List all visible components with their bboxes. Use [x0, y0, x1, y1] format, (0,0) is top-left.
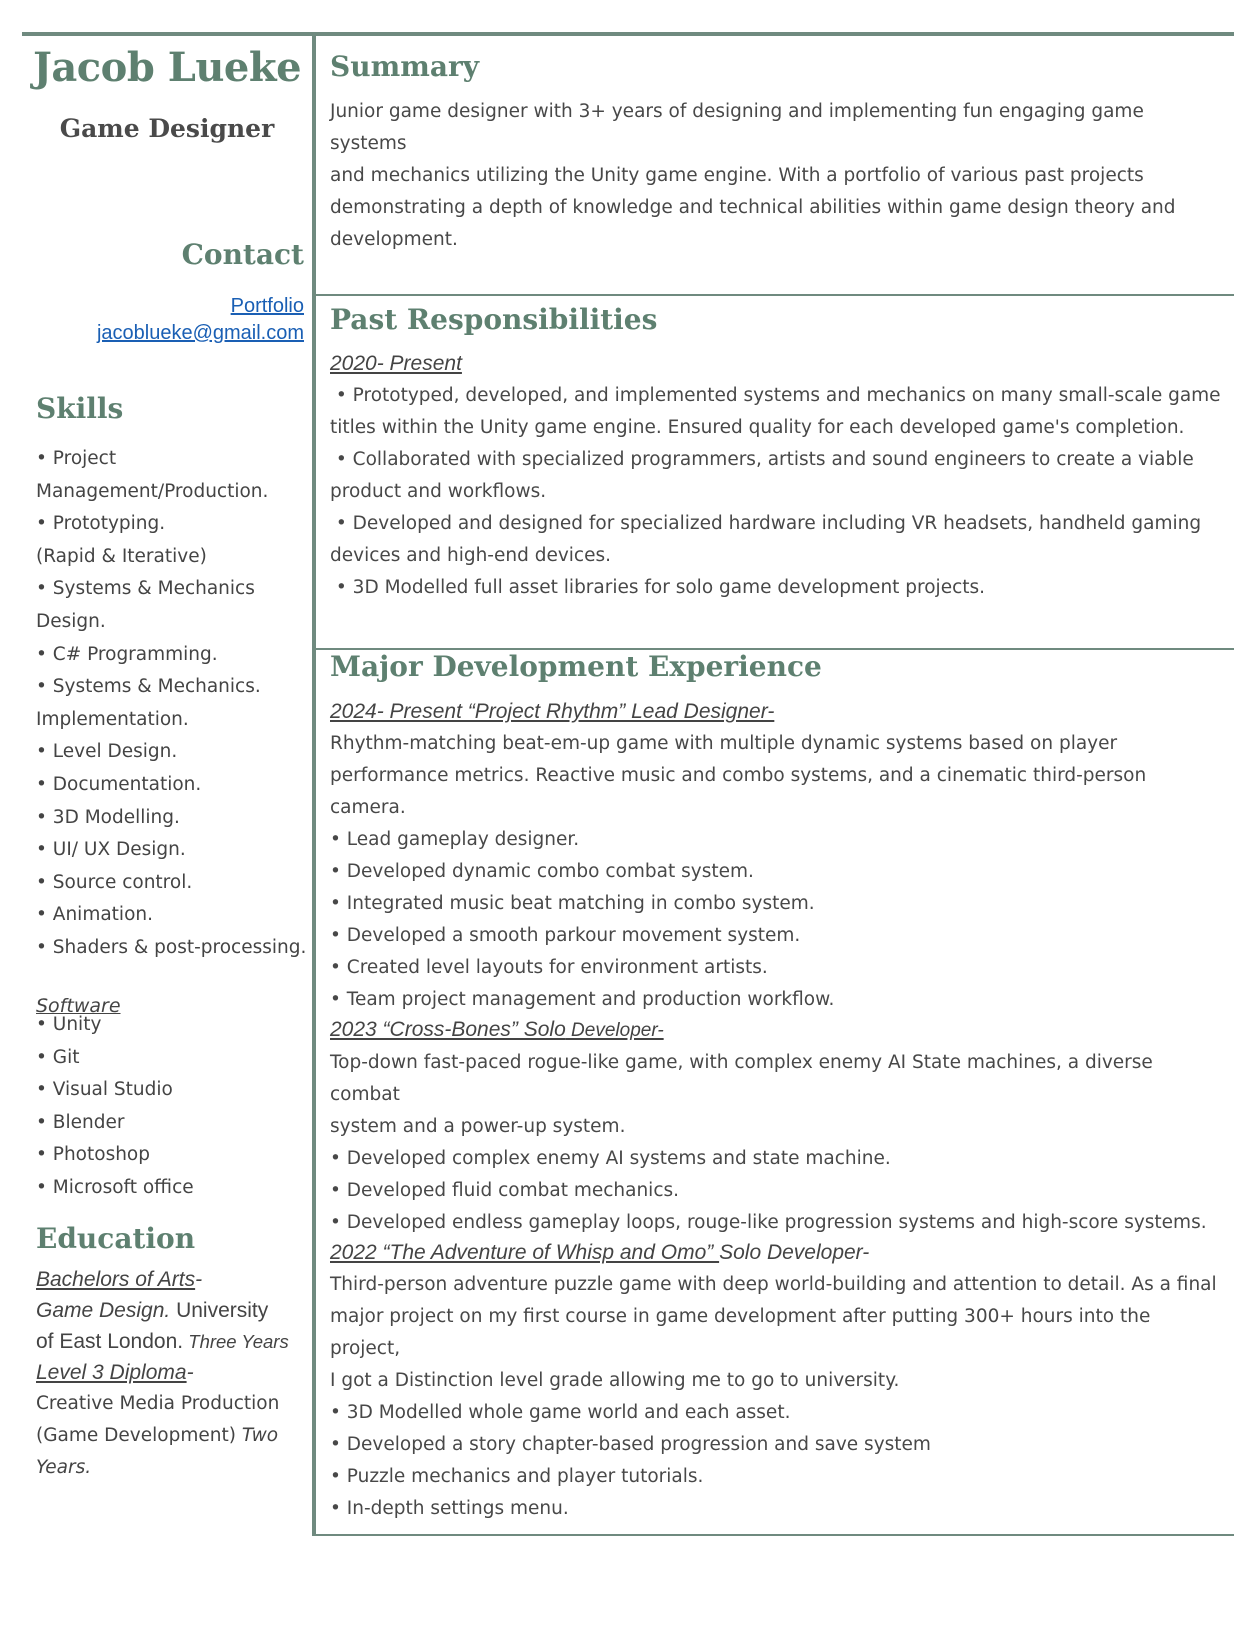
list-item: • Lead gameplay designer. — [330, 829, 580, 850]
diploma-subject: Creative Media Production — [36, 1393, 280, 1414]
list-item: • Systems & Mechanics. — [36, 676, 261, 698]
bottom-divider — [312, 1534, 1234, 1536]
project-cross-bones: 2023 “Cross-Bones” Solo Developer- Top-down fast-paced rogue-like game, with complex enemy AI State machines, a diverse combat system and a power-up system. • Developed complex enemy AI systems and state machine. • Developed fluid combat mechanics. • Developed endless gameplay loops, rouge-like progression systems and high-score systems. — [330, 1014, 1220, 1239]
contact-heading: Contact — [181, 238, 304, 271]
section-divider — [316, 294, 1234, 296]
degree-institution: of East London. — [36, 1330, 184, 1353]
list-item: • Blender — [36, 1111, 125, 1133]
list-item: • Shaders & post-processing. — [36, 936, 307, 958]
list-item: • C# Programming. — [36, 643, 218, 665]
list-item: • UI/ UX Design. — [36, 839, 186, 861]
list-item: • Prototyped, developed, and implemented systems and mechanics on many small-scale game — [330, 385, 1221, 406]
list-item: titles within the Unity game engine. Ensured quality for each developed game's completion. — [330, 417, 1185, 438]
project-rhythm: 2024- Present “Project Rhythm” Lead Designer- Rhythm-matching beat-em-up game with multiple dynamic systems based on player performance metrics. Reactive music and combo systems, and a cinematic third-person camera. • Lead gameplay designer. • Developed dynamic combo combat system. • Integrated music beat matching in combo system. • Developed a smooth parkour movement system. • Created level layouts for environment artists. • Team project management and production workflow. — [330, 696, 1220, 1016]
past-responsibilities — [330, 348, 1220, 604]
list-item: • Documentation. — [36, 773, 202, 795]
list-item: • Team project management and production workflow. — [330, 989, 835, 1010]
list-item: • 3D Modelled full asset libraries for solo game development projects. — [330, 577, 986, 598]
list-item: • Prototyping. — [36, 513, 166, 535]
list-item: product and workflows. — [330, 481, 547, 502]
diploma-detail: (Game Development) — [36, 1425, 236, 1446]
project-title: 2024- Present “Project Rhythm” Lead Designer- — [330, 700, 775, 723]
candidate-name: Jacob Lueke — [32, 44, 302, 91]
education-section: Bachelors of Arts- Game Design. University of East London. Three Years Level 3 Diploma- Creative Media Production (Game Development) Two Years. — [36, 1264, 308, 1484]
list-item: • Developed endless gameplay loops, rouge-like progression systems and high-score systems. — [330, 1212, 1207, 1233]
diploma-title: Level 3 Diploma — [36, 1361, 187, 1384]
list-item: Management/Production. — [36, 480, 269, 502]
list-item: • Microsoft office — [36, 1176, 194, 1198]
list-item: • 3D Modelling. — [36, 806, 180, 828]
project-title: 2022 “The Adventure of Whisp and Omo” Solo Developer- — [330, 1241, 870, 1264]
software-heading: Software — [36, 995, 121, 1017]
list-item: • Developed and designed for specialized hardware including VR headsets, handheld gaming — [330, 513, 1202, 534]
software-list — [36, 1009, 308, 1205]
major-experience-heading: Major Development Experience — [330, 650, 822, 683]
summary-heading: Summary — [330, 50, 479, 83]
degree-title: Bachelors of Arts — [36, 1268, 196, 1291]
list-item: Design. — [36, 610, 106, 632]
past-responsibilities-heading: Past Responsibilities — [330, 303, 658, 336]
list-item: • Developed fluid combat mechanics. — [330, 1180, 680, 1201]
skills-list — [36, 443, 308, 965]
column-divider — [312, 32, 316, 1536]
list-item: • Systems & Mechanics — [36, 578, 255, 600]
past-period: 2020- Present — [330, 352, 462, 375]
list-item: • Project — [36, 448, 117, 469]
list-item: • Integrated music beat matching in combo system. — [330, 893, 815, 914]
degree-duration: Three Years — [183, 1331, 289, 1352]
portfolio-link[interactable]: Portfolio — [230, 295, 304, 317]
list-item: Implementation. — [36, 708, 189, 730]
list-item: • Photoshop — [36, 1144, 150, 1166]
list-item: • 3D Modelled whole game world and each asset. — [330, 1402, 791, 1423]
contact-links — [22, 293, 304, 347]
list-item: • In-depth settings menu. — [330, 1498, 569, 1519]
list-item: • Developed dynamic combo combat system. — [330, 861, 754, 882]
list-item: • Developed a story chapter-based progression and save system — [330, 1434, 931, 1455]
skills-heading: Skills — [36, 392, 124, 425]
job-title: Game Designer — [59, 114, 275, 143]
list-item: • Animation. — [36, 904, 153, 926]
diploma-duration: Two — [235, 1425, 279, 1446]
list-item: • Puzzle mechanics and player tutorials. — [330, 1466, 704, 1487]
degree-subject: Game Design. — [36, 1299, 171, 1322]
list-item: • Developed a smooth parkour movement system. — [330, 925, 801, 946]
email-link[interactable]: jacoblueke@gmail.com — [96, 322, 304, 344]
list-item: • Developed complex enemy AI systems and state machine. — [330, 1148, 891, 1169]
list-item: • Source control. — [36, 871, 193, 893]
top-divider — [22, 32, 1234, 36]
list-item: • Collaborated with specialized programmers, artists and sound engineers to create a viable — [330, 449, 1194, 470]
list-item: • Visual Studio — [36, 1079, 173, 1101]
education-heading: Education — [36, 1222, 196, 1255]
summary-text: Junior game designer with 3+ years of designing and implementing fun engaging game systems and mechanics utilizing the Unity game engine. With a portfolio of various past projects demonstrating a depth of knowledge and technical abilities within game design theory and development. — [330, 101, 1176, 250]
list-item: • Git — [36, 1046, 80, 1068]
list-item: • Level Design. — [36, 741, 178, 763]
list-item: (Rapid & Iterative) — [36, 545, 207, 567]
project-whisp-and-omo: 2022 “The Adventure of Whisp and Omo” Solo Developer- Third-person adventure puzzle game with deep world-building and attention to detail. As a final major project on my first course in game development after putting 300+ hours into the project, I got a Distinction level grade allowing me to go to university. • 3D Modelled whole game world and each asset. • Developed a story chapter-based progression and save system • Puzzle mechanics and player tutorials. • In-depth settings menu. — [330, 1237, 1220, 1525]
list-item: devices and high-end devices. — [330, 545, 611, 566]
list-item: • Unity — [36, 1014, 102, 1035]
project-title: 2023 “Cross-Bones” Solo Developer- — [330, 1018, 664, 1041]
list-item: • Created level layouts for environment artists. — [330, 957, 768, 978]
